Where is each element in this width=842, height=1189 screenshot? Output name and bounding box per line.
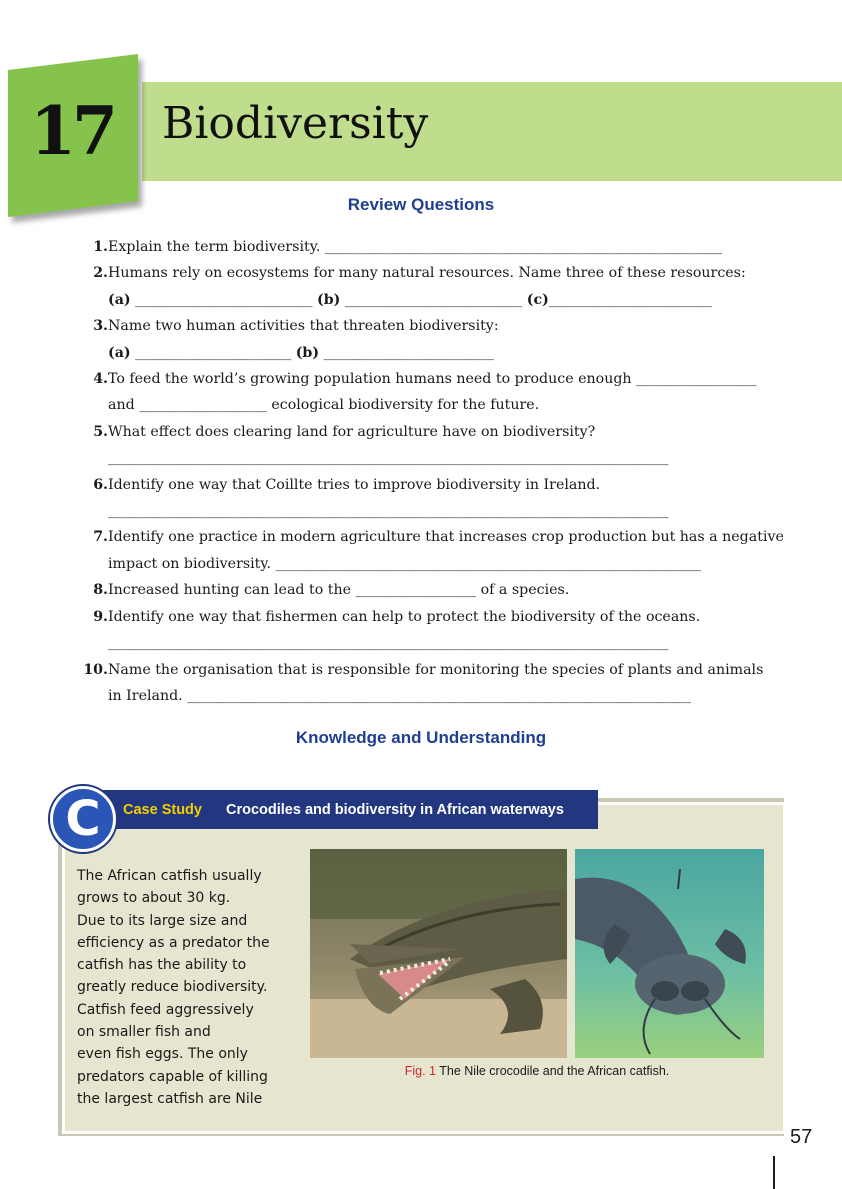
text-line: catfish has the ability to xyxy=(77,957,247,974)
question-9 xyxy=(72,604,788,630)
review-questions-heading: Review Questions xyxy=(347,195,495,214)
part-a-label: (a) xyxy=(108,344,131,361)
figure-caption-text: The Nile crocodile and the African catfish. xyxy=(436,1064,670,1078)
part-b-label: (b) xyxy=(295,344,320,361)
text-line: The African catfish usually xyxy=(77,868,262,884)
question-5-answer-line: _______________________________________________________________________________ xyxy=(108,450,669,467)
question-number: 7. xyxy=(93,529,108,546)
question-7 xyxy=(72,524,788,550)
question-number: 2. xyxy=(93,265,108,282)
question-number: 1. xyxy=(93,239,108,255)
answer-blank: _________________________ xyxy=(340,291,527,308)
question-2-answer-parts xyxy=(72,287,788,313)
page-edge-rule xyxy=(773,1156,775,1189)
text-line: Due to its large size and xyxy=(77,912,248,929)
question-10 xyxy=(72,657,788,683)
question-4 xyxy=(72,366,788,392)
question-number: 3. xyxy=(93,318,108,335)
case-study-label: Case Study xyxy=(123,802,202,818)
question-7-continuation: impact on biodiversity. ____________________________________________________________ xyxy=(108,555,702,572)
question-8 xyxy=(72,577,788,603)
text-line: grows to about 30 kg. xyxy=(77,890,231,907)
question-10-continuation: in Ireland. _______________________________________________________________________ xyxy=(108,687,691,704)
question-number: 6. xyxy=(93,476,108,493)
question-text: Name two human activities that threaten biodiversity: xyxy=(108,318,499,335)
text-line: predators capable of killing xyxy=(77,1068,268,1085)
badge-letter: C xyxy=(65,791,101,847)
text-line: even fish eggs. The only xyxy=(77,1046,248,1063)
text-line: the largest catfish are Nile xyxy=(77,1090,263,1107)
question-6 xyxy=(72,472,788,498)
review-questions-list xyxy=(72,234,788,709)
african-catfish-photo xyxy=(575,849,764,1058)
question-text: Explain the term biodiversity. ________________________________________________________ xyxy=(108,239,723,255)
case-study-title: Crocodiles and biodiversity in African waterways xyxy=(226,802,564,818)
question-text: Increased hunting can lead to the _________________ of a species. xyxy=(108,582,570,599)
chapter-number: 17 xyxy=(30,92,114,170)
part-a-label: (a) xyxy=(108,291,131,308)
case-study-badge-icon xyxy=(50,786,116,852)
question-5 xyxy=(72,419,788,445)
question-9-answer-line: _______________________________________________________________________________ xyxy=(108,635,669,652)
question-text: Identify one way that Coillte tries to improve biodiversity in Ireland. xyxy=(108,476,601,493)
nile-crocodile-photo xyxy=(310,849,567,1058)
knowledge-heading: Knowledge and Understanding xyxy=(295,728,547,747)
part-c-label: (c) xyxy=(526,291,549,308)
answer-blank: ________________________ xyxy=(319,344,494,361)
question-3 xyxy=(72,313,788,339)
case-study-text xyxy=(77,865,291,1110)
text-line: greatly reduce biodiversity. xyxy=(77,979,268,996)
question-text: Humans rely on ecosystems for many natural resources. Name three of these resources: xyxy=(108,265,746,282)
text-line: on smaller fish and xyxy=(77,1024,211,1041)
page-number: 57 xyxy=(790,1126,813,1148)
text-line: efficiency as a predator the xyxy=(77,934,270,951)
question-text: Identify one practice in modern agriculture that increases crop production but has a negative xyxy=(108,529,784,546)
question-6-answer-line: _______________________________________________________________________________ xyxy=(108,503,669,520)
question-3-answer-parts xyxy=(72,340,788,366)
figure-label: Fig. 1 xyxy=(404,1064,437,1078)
question-2 xyxy=(72,260,788,286)
question-text: Name the organisation that is responsible for monitoring the species of plants and animals xyxy=(108,661,764,678)
question-text: Identify one way that fishermen can help to protect the biodiversity of the oceans. xyxy=(108,608,701,625)
answer-blank: _________________________ xyxy=(130,291,317,308)
chapter-title: Biodiversity xyxy=(162,98,429,149)
figure-caption xyxy=(310,1064,764,1078)
question-number: 8. xyxy=(93,582,108,599)
answer-blank: ______________________ xyxy=(130,344,296,361)
text-line: Catfish feed aggressively xyxy=(77,1001,254,1018)
answer-blank: _______________________ xyxy=(548,291,712,308)
question-text: What effect does clearing land for agriculture have on biodiversity? xyxy=(108,423,596,440)
question-number: 5. xyxy=(93,423,108,440)
question-4-continuation: and __________________ ecological biodiversity for the future. xyxy=(108,397,540,414)
question-1 xyxy=(72,234,788,260)
question-number: 9. xyxy=(93,608,108,625)
question-number: 10. xyxy=(83,661,108,678)
question-text: To feed the world’s growing population humans need to produce enough _________________ xyxy=(108,371,757,388)
question-number: 4. xyxy=(93,371,108,388)
part-b-label: (b) xyxy=(317,291,341,308)
